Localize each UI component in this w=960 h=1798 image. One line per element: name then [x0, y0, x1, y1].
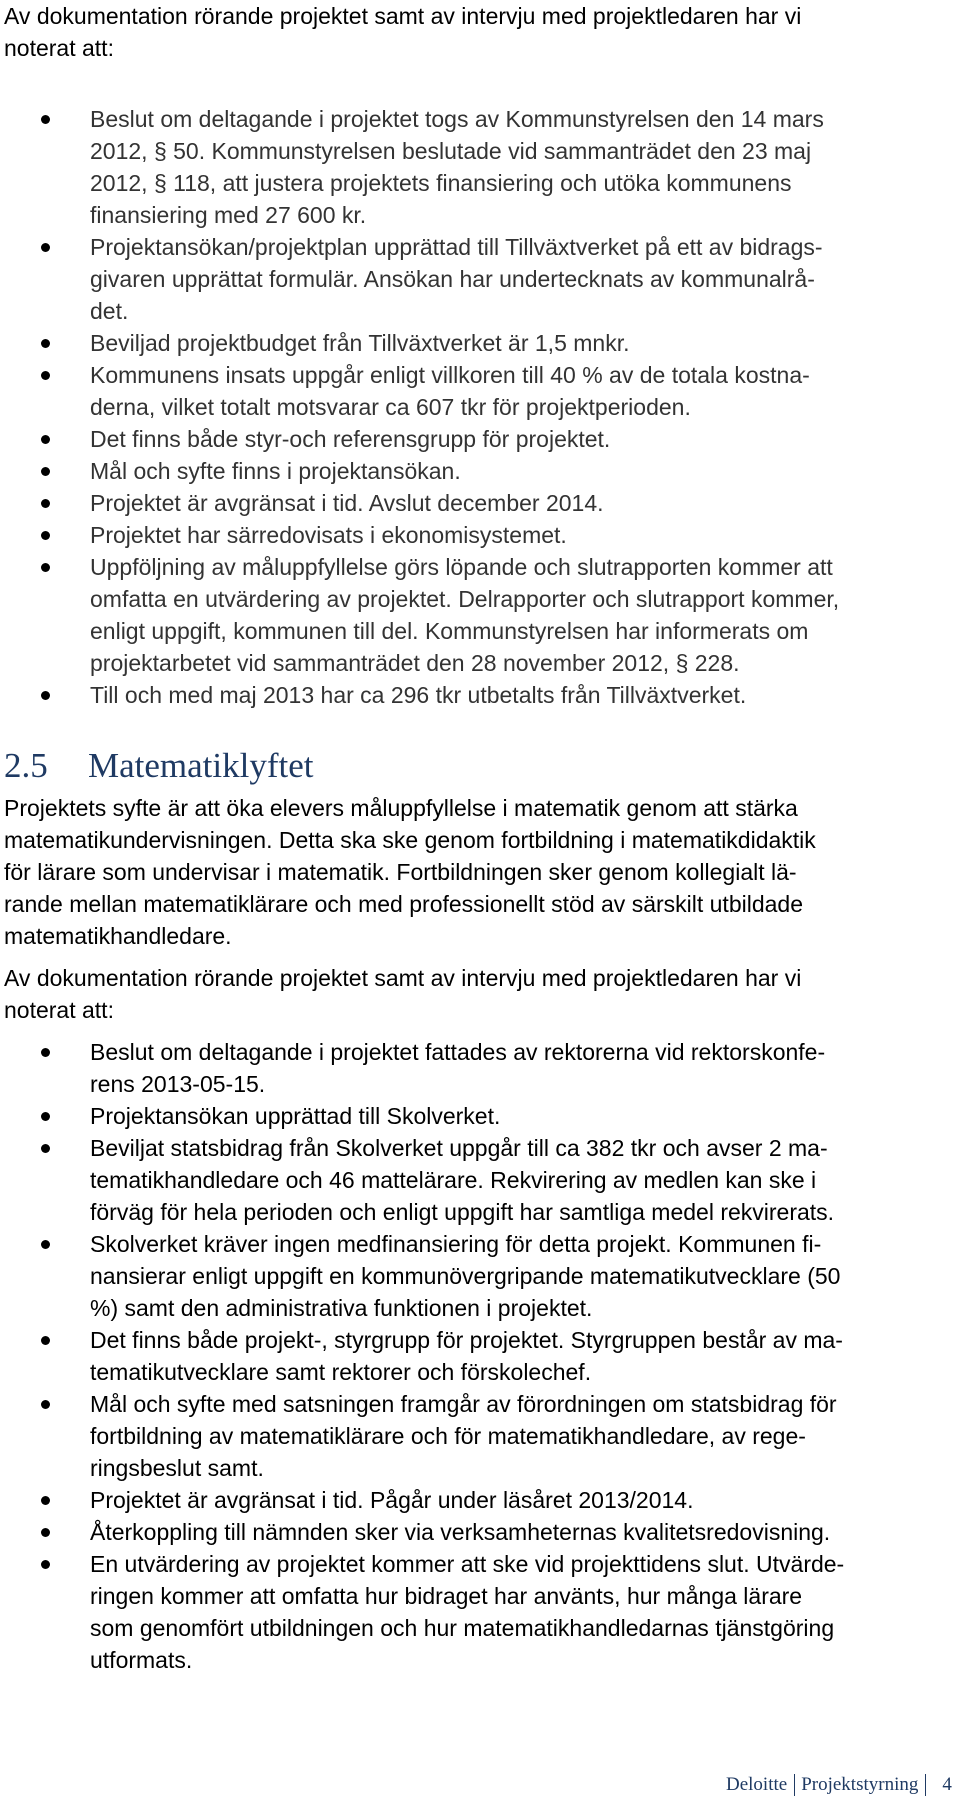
text-line: projektarbetet vid sammanträdet den 28 november 2012, § 228. [90, 650, 740, 676]
text-line: förväg för hela perioden och enligt uppgift har samtliga medel rekvirerats. [90, 1199, 835, 1225]
text-line: Av dokumentation rörande projektet samt av intervju med projektledaren har vi [4, 3, 802, 29]
text-line: Projektet har särredovisats i ekonomisystemet. [90, 522, 567, 548]
list-item [0, 359, 960, 423]
text-line: Till och med maj 2013 har ca 296 tkr utbetalts från Tillväxtverket. [90, 682, 747, 708]
bullet-icon [41, 115, 50, 124]
text-line: ringen kommer att omfatta hur bidraget har använts, hur många lärare [90, 1583, 803, 1609]
list-item [0, 1324, 960, 1388]
text-line: matematikundervisningen. Detta ska ske genom fortbildning i matematikdidaktik [4, 827, 816, 853]
section-heading [4, 744, 313, 788]
bullet-icon [41, 1496, 50, 1505]
text-line: Mål och syfte med satsningen framgår av förordningen om statsbidrag för [90, 1391, 837, 1417]
text-line: Beslut om deltagande i projektet togs av Kommunstyrelsen den 14 mars [90, 106, 824, 132]
text-line: Det finns både styr-och referensgrupp för projektet. [90, 426, 611, 452]
text-line: tematikutvecklare samt rektorer och förskolechef. [90, 1359, 592, 1385]
findings-list-1 [0, 103, 960, 711]
findings-list-2 [0, 1036, 960, 1676]
text-line: noterat att: [4, 35, 114, 61]
bullet-icon [41, 1560, 50, 1569]
page-number: 4 [942, 1774, 952, 1795]
text-line: nansierar enligt uppgift en kommunövergripande matematikutvecklare (50 [90, 1263, 841, 1289]
text-line: Beviljat statsbidrag från Skolverket uppgår till ca 382 tkr och avser 2 ma- [90, 1135, 828, 1161]
text-line: matematikhandledare. [4, 923, 232, 949]
intro-paragraph-1 [4, 0, 944, 64]
text-line: Projektansökan upprättad till Skolverket. [90, 1103, 501, 1129]
text-line: givaren upprättat formulär. Ansökan har undertecknats av kommunalrå- [90, 266, 815, 292]
text-line: derna, vilket totalt motsvarar ca 607 tkr för projektperioden. [90, 394, 691, 420]
bullet-icon [41, 1336, 50, 1345]
text-line: ringsbeslut samt. [90, 1455, 264, 1481]
text-line: Projektet är avgränsat i tid. Pågår under läsåret 2013/2014. [90, 1487, 694, 1513]
bullet-icon [41, 371, 50, 380]
list-item [0, 519, 960, 551]
text-line: Uppföljning av måluppfyllelse görs löpande och slutrapporten kommer att [90, 554, 833, 580]
bullet-icon [41, 1144, 50, 1153]
text-line: omfatta en utvärdering av projektet. Delrapporter och slutrapport kommer, [90, 586, 840, 612]
text-line: tematikhandledare och 46 mattelärare. Rekvirering av medlen kan ske i [90, 1167, 817, 1193]
text-line: enligt uppgift, kommunen till del. Kommunstyrelsen har informerats om [90, 618, 809, 644]
intro-paragraph-2 [4, 962, 944, 1026]
list-item [0, 487, 960, 519]
footer-doc-title: Projektstyrning [801, 1774, 919, 1795]
list-item [0, 1228, 960, 1324]
text-line: En utvärdering av projektet kommer att ske vid projekttidens slut. Utvärde- [90, 1551, 845, 1577]
text-line: Projektansökan/projektplan upprättad till Tillväxtverket på ett av bidrags- [90, 234, 823, 260]
list-item [0, 327, 960, 359]
bullet-icon [41, 499, 50, 508]
list-item [0, 1036, 960, 1100]
bullet-icon [41, 435, 50, 444]
footer-divider [925, 1774, 926, 1796]
list-item [0, 1132, 960, 1228]
list-item [0, 1548, 960, 1676]
bullet-icon [41, 1112, 50, 1121]
text-line: rens 2013-05-15. [90, 1071, 266, 1097]
page-footer [726, 1774, 952, 1796]
footer-divider [794, 1774, 795, 1796]
bullet-icon [41, 467, 50, 476]
bullet-icon [41, 1048, 50, 1057]
text-line: 2012, § 50. Kommunstyrelsen beslutade vid sammanträdet den 23 maj [90, 138, 812, 164]
text-line: utformats. [90, 1647, 193, 1673]
bullet-icon [41, 1528, 50, 1537]
list-item [0, 231, 960, 327]
list-item [0, 679, 960, 711]
body-paragraph [4, 792, 944, 952]
text-line: Det finns både projekt-, styrgrupp för projektet. Styrgruppen består av ma- [90, 1327, 843, 1353]
list-item [0, 423, 960, 455]
list-item [0, 455, 960, 487]
text-line: %) samt den administrativa funktionen i projektet. [90, 1295, 593, 1321]
footer-brand: Deloitte [726, 1774, 788, 1795]
bullet-icon [41, 691, 50, 700]
text-line: Skolverket kräver ingen medfinansiering för detta projekt. Kommunen fi- [90, 1231, 822, 1257]
text-line: som genomfört utbildningen och hur matematikhandledarnas tjänstgöring [90, 1615, 835, 1641]
text-line: finansiering med 27 600 kr. [90, 202, 367, 228]
bullet-icon [41, 243, 50, 252]
list-item [0, 1484, 960, 1516]
text-line: rande mellan matematiklärare och med professionellt stöd av särskilt utbildade [4, 891, 804, 917]
bullet-icon [41, 1400, 50, 1409]
text-line: för lärare som undervisar i matematik. Fortbildningen sker genom kollegialt lä- [4, 859, 797, 885]
text-line: 2012, § 118, att justera projektets finansiering och utöka kommunens [90, 170, 792, 196]
text-line: Projektets syfte är att öka elevers måluppfyllelse i matematik genom att stärka [4, 795, 798, 821]
bullet-icon [41, 1240, 50, 1249]
bullet-icon [41, 339, 50, 348]
section-number: 2.5 [4, 746, 48, 785]
text-line: Återkoppling till nämnden sker via verksamheternas kvalitetsredovisning. [90, 1519, 831, 1545]
list-item [0, 1100, 960, 1132]
bullet-icon [41, 563, 50, 572]
text-line: noterat att: [4, 997, 114, 1023]
text-line: fortbildning av matematiklärare och för matematikhandledare, av rege- [90, 1423, 806, 1449]
list-item [0, 551, 960, 679]
text-line: Kommunens insats uppgår enligt villkoren till 40 % av de totala kostna- [90, 362, 810, 388]
text-line: Projektet är avgränsat i tid. Avslut december 2014. [90, 490, 604, 516]
section-title: Matematiklyftet [88, 746, 314, 785]
text-line: Beslut om deltagande i projektet fattades av rektorerna vid rektorskonfe- [90, 1039, 826, 1065]
bullet-icon [41, 531, 50, 540]
text-line: Beviljad projektbudget från Tillväxtverket är 1,5 mnkr. [90, 330, 630, 356]
text-line: Av dokumentation rörande projektet samt av intervju med projektledaren har vi [4, 965, 802, 991]
list-item [0, 103, 960, 231]
list-item [0, 1388, 960, 1484]
text-line: Mål och syfte finns i projektansökan. [90, 458, 461, 484]
list-item [0, 1516, 960, 1548]
text-line: det. [90, 298, 129, 324]
